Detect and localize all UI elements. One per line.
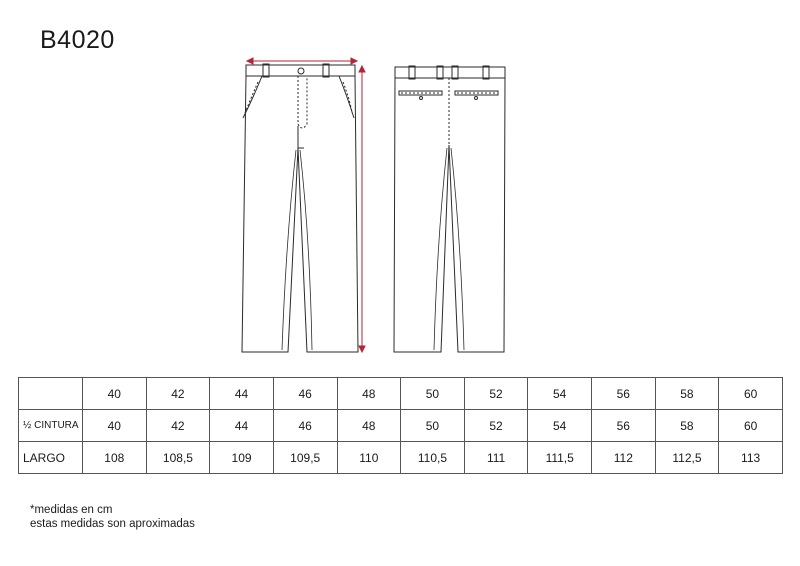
table-cell: 46 [273, 410, 337, 442]
product-code: B4020 [40, 26, 115, 54]
table-cell: 110,5 [401, 442, 465, 474]
size-header-cell: 44 [210, 378, 274, 410]
table-corner-cell [19, 378, 83, 410]
table-cell: 54 [528, 410, 592, 442]
row-label: ½ CINTURA [19, 410, 83, 442]
table-cell: 56 [592, 410, 656, 442]
table-header-row [19, 378, 783, 410]
table-cell: 44 [210, 410, 274, 442]
size-header-cell: 60 [719, 378, 783, 410]
table-row-half-waist [19, 410, 783, 442]
table-cell: 108,5 [146, 442, 210, 474]
table-cell: 52 [464, 410, 528, 442]
size-header-cell: 58 [655, 378, 719, 410]
size-header-cell: 56 [592, 378, 656, 410]
size-header-cell: 54 [528, 378, 592, 410]
table-cell: 111,5 [528, 442, 592, 474]
table-cell: 42 [146, 410, 210, 442]
table-cell: 50 [401, 410, 465, 442]
size-header-cell: 46 [273, 378, 337, 410]
table-cell: 108 [83, 442, 147, 474]
units-note: *medidas en cm [30, 504, 113, 516]
table-cell: 110 [337, 442, 401, 474]
table-cell: 48 [337, 410, 401, 442]
size-header-cell: 40 [83, 378, 147, 410]
trousers-front-view [242, 64, 358, 352]
size-header-cell: 50 [401, 378, 465, 410]
table-cell: 58 [655, 410, 719, 442]
size-chart-table [18, 377, 783, 474]
approximation-note: estas medidas son aproximadas [30, 518, 195, 530]
table-cell: 112,5 [655, 442, 719, 474]
table-cell: 109 [210, 442, 274, 474]
table-cell: 60 [719, 410, 783, 442]
row-label: LARGO [19, 442, 83, 474]
table-row-length [19, 442, 783, 474]
table-cell: 113 [719, 442, 783, 474]
footnotes [30, 503, 195, 531]
table-cell: 40 [83, 410, 147, 442]
size-header-cell: 52 [464, 378, 528, 410]
size-header-cell: 48 [337, 378, 401, 410]
table-cell: 112 [592, 442, 656, 474]
table-cell: 111 [464, 442, 528, 474]
table-cell: 109,5 [273, 442, 337, 474]
trousers-back-view [394, 66, 505, 352]
measure-arrows [247, 58, 365, 352]
size-header-cell: 42 [146, 378, 210, 410]
